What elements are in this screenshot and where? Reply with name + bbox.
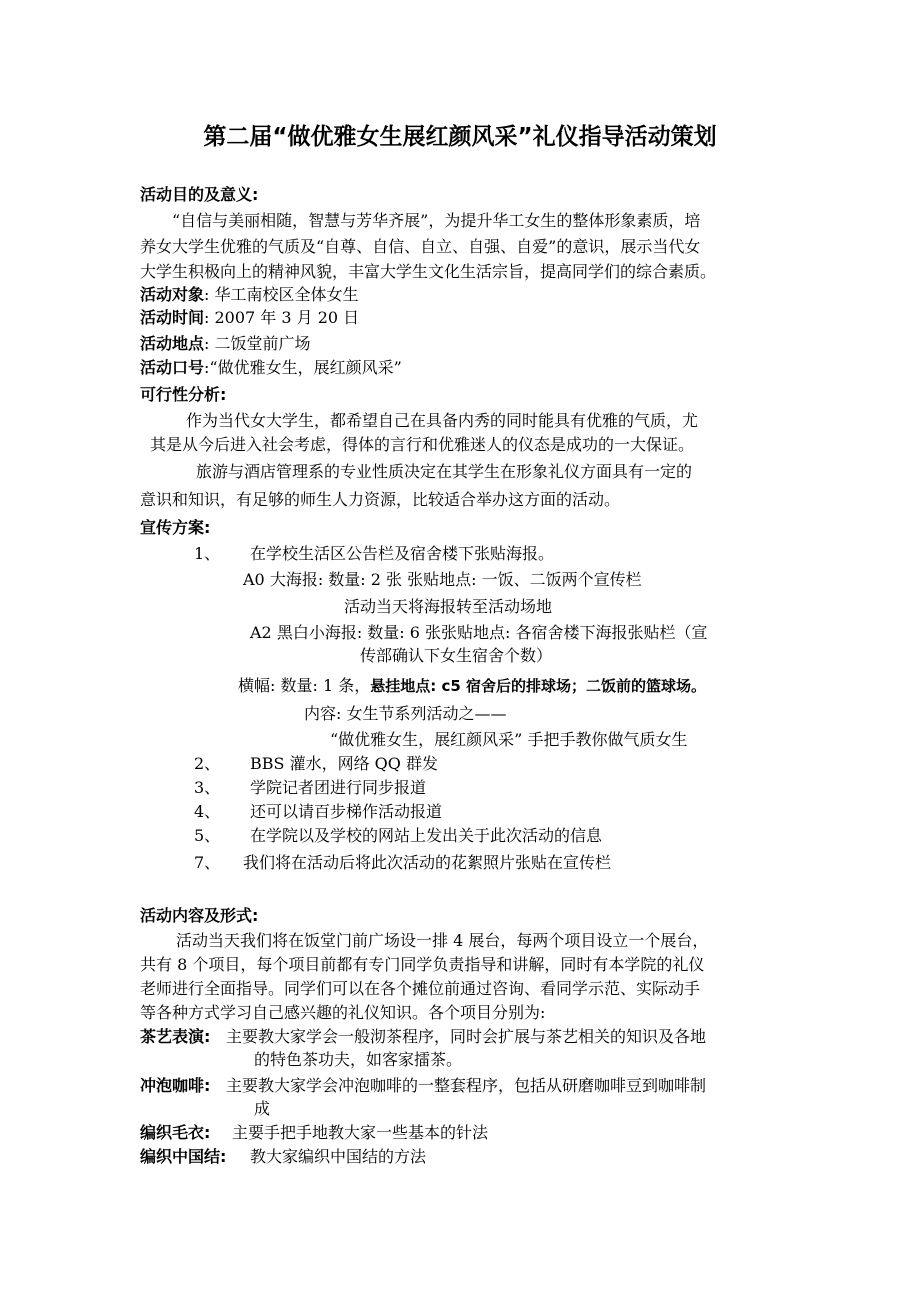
project-label: 冲泡咖啡: [140, 1076, 211, 1095]
info-slogan [140, 357, 402, 379]
purpose-heading: 活动目的及意义: [140, 185, 259, 204]
promotion-item-text: BBS 灌水，网络 QQ 群发 [250, 754, 438, 773]
info-time [140, 307, 359, 329]
a0-poster-line: 活动当天将海报转至活动场地 [344, 597, 553, 616]
info-place-value: : 二饭堂前广场 [204, 334, 311, 353]
content-line: 内容: 女生节系列活动之—— [304, 704, 507, 723]
info-time-value: : 2007 年 3 月 20 日 [204, 308, 360, 327]
info-slogan-label: 活动口号 [140, 358, 205, 377]
project-text: 主要教大家学会一般沏茶程序，同时会扩展与茶艺相关的知识及各地 [226, 1027, 707, 1046]
promotion-item-text: 我们将在活动后将此次活动的花絮照片张贴在宣传栏 [243, 853, 612, 872]
content-paragraph-line: 老师进行全面指导。同学们可以在各个摊位前通过咨询、看同学示范、实际动手 [140, 979, 701, 998]
promotion-item-number: 2、 [194, 754, 221, 773]
info-place [140, 333, 311, 355]
project-label: 编织中国结: [140, 1147, 227, 1166]
a2-poster-line: A2 黑白小海报: 数量: 6 张张贴地点: 各宿舍楼下海报张贴栏（宣 [250, 623, 708, 642]
promotion-item-number: 5、 [194, 826, 221, 845]
info-target-value: : 华工南校区全体女生 [204, 285, 359, 304]
content-paragraph-line: 等各种方式学习自己感兴趣的礼仪知识。各个项目分别为: [140, 1003, 546, 1022]
project-text: 成 [254, 1099, 271, 1118]
feasibility-heading: 可行性分析: [140, 385, 227, 404]
promotion-item-number: 1、 [194, 544, 221, 563]
promotion-item-text: 学院记者团进行同步报道 [250, 778, 427, 797]
purpose-line: 大学生积极向上的精神风貌，丰富大学生文化生活宗旨，提高同学们的综合素质。 [140, 262, 717, 281]
project-label: 编织毛衣: [140, 1123, 211, 1142]
purpose-line: 养女大学生优雅的气质及“自尊、自信、自立、自强、自爱”的意识，展示当代女 [140, 237, 701, 256]
content-heading: 活动内容及形式: [140, 906, 259, 925]
promotion-item-number: 4、 [194, 802, 221, 821]
banner-location: 悬挂地点: c5 宿舍后的排球场；二饭前的篮球场。 [370, 677, 707, 695]
promotion-item-text: 在学院以及学校的网站上发出关于此次活动的信息 [250, 826, 603, 845]
a2-poster-line: 传部确认下女生宿舍个数） [360, 646, 553, 665]
a0-poster-line: A0 大海报: 数量: 2 张 张贴地点: 一饭、二饭两个宣传栏 [243, 570, 642, 589]
project-label: 茶艺表演: [140, 1027, 211, 1046]
purpose-line: “自信与美丽相随，智慧与芳华齐展”，为提升华工女生的整体形象素质，培 [172, 211, 701, 230]
project-text: 主要教大家学会冲泡咖啡的一整套程序，包括从研磨咖啡豆到咖啡制 [226, 1076, 707, 1095]
banner-prefix: 横幅: 数量: 1 条， [238, 676, 371, 695]
content-paragraph-line: 共有 8 个项目，每个项目前都有专门同学负责指导和讲解，同时有本学院的礼仪 [140, 955, 705, 974]
promotion-item-text: 在学校生活区公告栏及宿舍楼下张贴海报。 [250, 544, 555, 563]
feasibility-line: 意识和知识，有足够的师生人力资源，比较适合举办这方面的活动。 [140, 490, 621, 509]
feasibility-line: 旅游与酒店管理系的专业性质决定在其学生在形象礼仪方面具有一定的 [196, 462, 693, 481]
project-text: 主要手把手地教大家一些基本的针法 [232, 1123, 489, 1142]
promotion-heading: 宣传方案: [140, 518, 211, 537]
project-text: 教大家编织中国结的方法 [250, 1147, 427, 1166]
info-place-label: 活动地点 [140, 334, 205, 353]
project-text: 的特色茶功夫，如客家擂茶。 [254, 1050, 463, 1069]
promotion-item-text: 还可以请百步梯作活动报道 [250, 802, 443, 821]
page-title: 第二届“做优雅女生展红颜风采”礼仪指导活动策划 [203, 124, 717, 150]
info-target [140, 284, 359, 306]
feasibility-line: 其是从今后进入社会考虑，得体的言行和优雅迷人的仪态是成功的一大保证。 [150, 435, 695, 454]
info-time-label: 活动时间 [140, 308, 205, 327]
info-target-label: 活动对象 [140, 285, 205, 304]
content-line: “做优雅女生，展红颜风采” 手把手教你做气质女生 [330, 730, 688, 749]
promotion-item-number: 7、 [194, 853, 221, 872]
promotion-item-number: 3、 [194, 778, 221, 797]
content-paragraph-line: 活动当天我们将在饭堂门前广场设一排 4 展台，每两个项目设立一个展台， [176, 931, 709, 950]
info-slogan-value: :“做优雅女生，展红颜风采” [204, 358, 402, 377]
banner-line [238, 675, 706, 697]
feasibility-line: 作为当代女大学生，都希望自己在具备内秀的同时能具有优雅的气质，尤 [186, 411, 699, 430]
